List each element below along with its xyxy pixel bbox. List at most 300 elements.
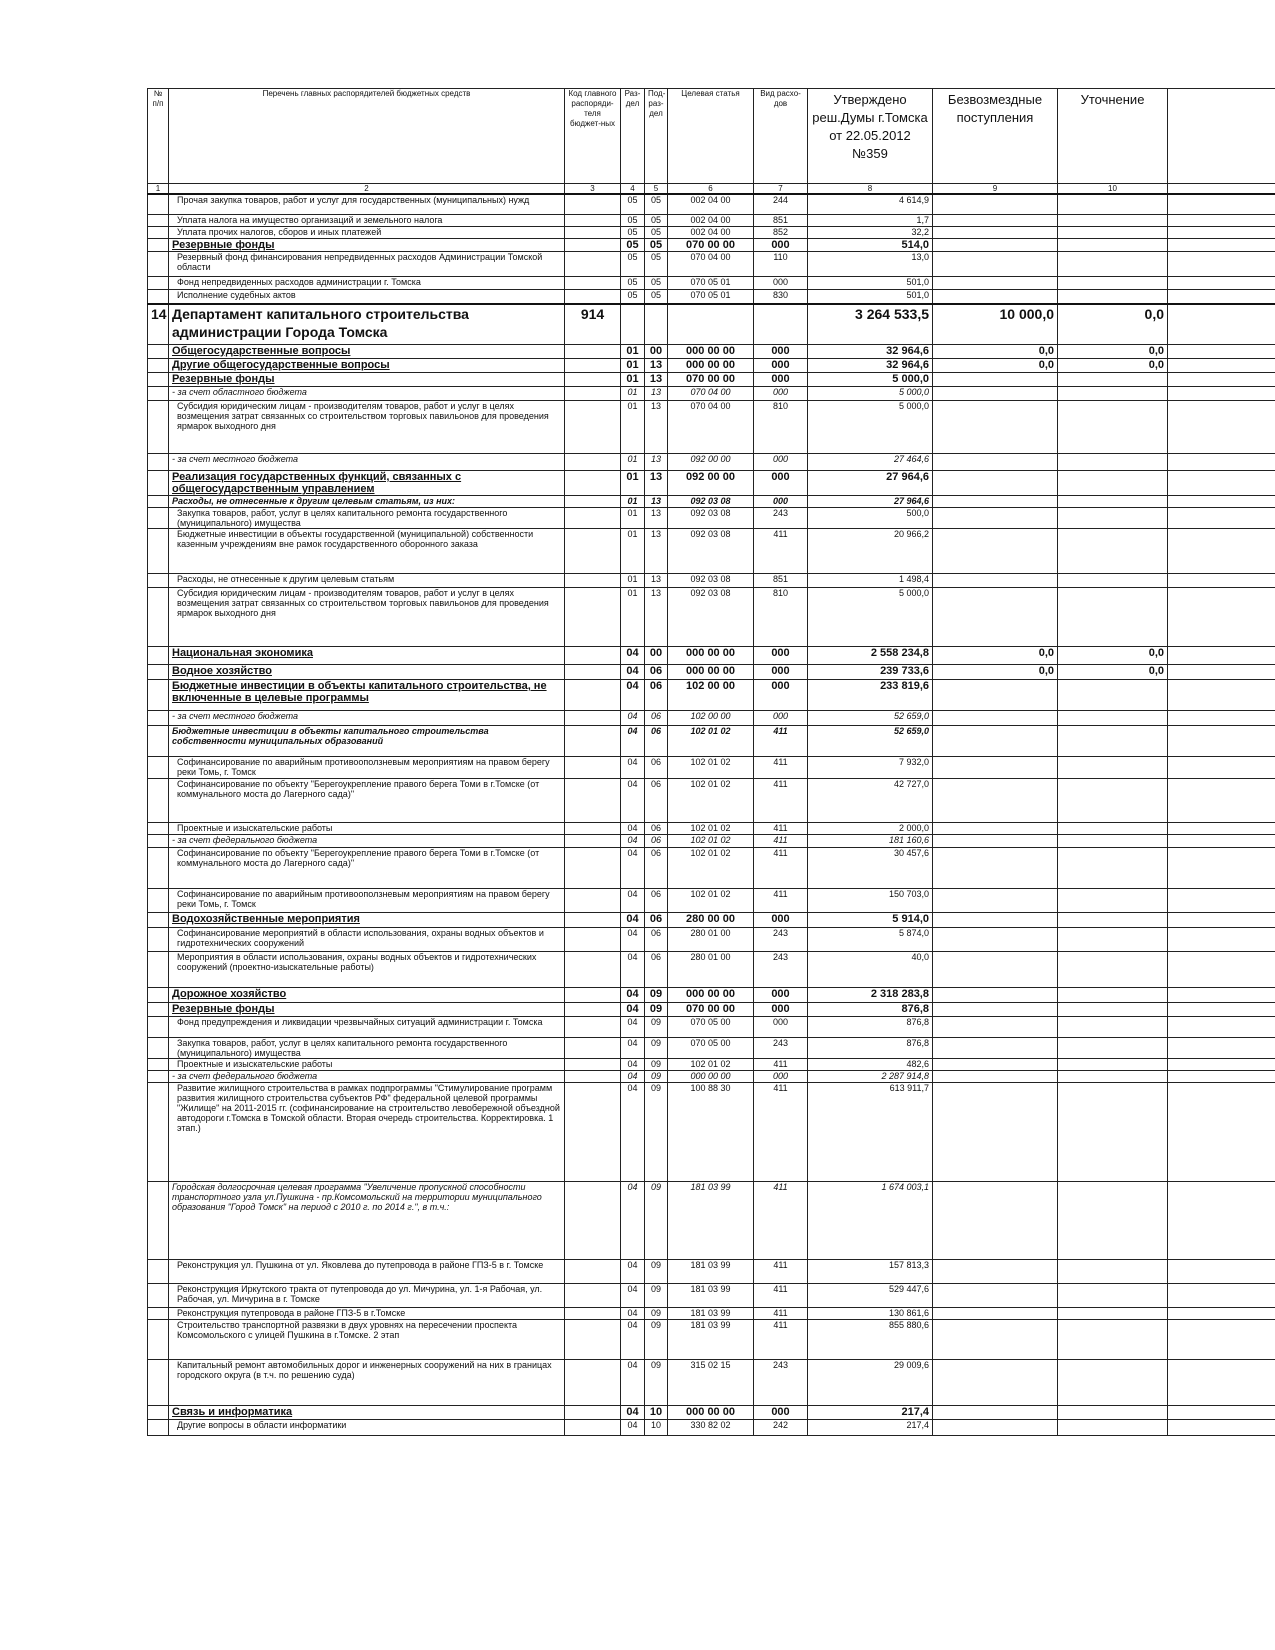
row-approved: 500,0 <box>808 508 933 529</box>
table-row <box>148 290 1275 305</box>
table-row <box>148 401 1275 454</box>
row-exp-type: 000 <box>754 1071 808 1083</box>
row-code <box>565 387 621 401</box>
row-clarification <box>1058 1284 1168 1308</box>
row-section: 04 <box>621 1360 645 1406</box>
table-row <box>148 823 1275 835</box>
row-target: 070 05 01 <box>668 290 754 305</box>
row-section: 05 <box>621 227 645 239</box>
row-code <box>565 1360 621 1406</box>
row-approved: 529 447,6 <box>808 1284 933 1308</box>
row-num <box>148 680 169 711</box>
table-row <box>148 1083 1275 1182</box>
table-row <box>148 779 1275 823</box>
row-extra <box>1168 471 1275 496</box>
row-subsection: 06 <box>645 711 668 726</box>
row-desc: Проектные и изыскательские работы <box>169 823 565 835</box>
row-approved: 1 674 003,1 <box>808 1182 933 1260</box>
row-grants <box>933 239 1058 252</box>
row-subsection: 06 <box>645 823 668 835</box>
budget-table <box>147 88 1275 1436</box>
row-extra <box>1168 215 1275 227</box>
row-exp-type: 000 <box>754 359 808 373</box>
row-exp-type: 851 <box>754 574 808 588</box>
row-clarification <box>1058 680 1168 711</box>
row-approved: 5 000,0 <box>808 387 933 401</box>
row-desc: Софинансирование по аварийным противооползневым мероприятиям на правом берегу реки Томь, г. Томск <box>169 889 565 913</box>
row-approved: 27 464,6 <box>808 454 933 471</box>
row-desc: Закупка товаров, работ, услуг в целях капитального ремонта государственного (муниципального) имущества <box>169 1038 565 1059</box>
row-subsection: 06 <box>645 726 668 757</box>
row-code <box>565 345 621 359</box>
row-desc: Строительство транспортной развязки в двух уровнях на пересечении проспекта Комсомольского с улицей Пушкина в г.Томске. 2 этап <box>169 1320 565 1360</box>
row-subsection: 13 <box>645 401 668 454</box>
table-row <box>148 848 1275 889</box>
row-target: 092 00 00 <box>668 454 754 471</box>
row-section: 05 <box>621 252 645 277</box>
row-extra <box>1168 304 1275 345</box>
row-code <box>565 529 621 574</box>
row-code <box>565 1284 621 1308</box>
row-subsection: 09 <box>645 988 668 1003</box>
row-extra <box>1168 227 1275 239</box>
row-desc: Бюджетные инвестиции в объекты капитального строительства собственности муниципальных образований <box>169 726 565 757</box>
row-grants <box>933 1284 1058 1308</box>
row-section: 04 <box>621 779 645 823</box>
row-code <box>565 835 621 848</box>
table-row <box>148 277 1275 290</box>
row-exp-type: 000 <box>754 988 808 1003</box>
row-subsection: 06 <box>645 913 668 928</box>
table-row <box>148 647 1275 665</box>
row-target: 102 01 02 <box>668 757 754 779</box>
row-code <box>565 401 621 454</box>
row-desc: Уплата налога на имущество организаций и земельного налога <box>169 215 565 227</box>
row-target: 070 05 01 <box>668 277 754 290</box>
row-target: 092 03 08 <box>668 588 754 647</box>
row-extra <box>1168 345 1275 359</box>
row-exp-type: 411 <box>754 889 808 913</box>
row-section: 04 <box>621 1406 645 1420</box>
row-subsection: 09 <box>645 1083 668 1182</box>
row-subsection: 09 <box>645 1308 668 1320</box>
row-approved: 42 727,0 <box>808 779 933 823</box>
row-code <box>565 913 621 928</box>
row-exp-type: 000 <box>754 471 808 496</box>
row-approved: 239 733,6 <box>808 665 933 680</box>
row-approved: 5 000,0 <box>808 401 933 454</box>
row-extra <box>1168 835 1275 848</box>
row-subsection: 13 <box>645 359 668 373</box>
row-subsection: 13 <box>645 588 668 647</box>
row-clarification: 0,0 <box>1058 359 1168 373</box>
table-row <box>148 496 1275 508</box>
table-row <box>148 529 1275 574</box>
row-subsection: 09 <box>645 1182 668 1260</box>
row-desc: Водохозяйственные мероприятия <box>169 913 565 928</box>
row-code <box>565 1083 621 1182</box>
row-exp-type: 411 <box>754 1059 808 1071</box>
row-exp-type: 242 <box>754 1420 808 1436</box>
row-clarification <box>1058 779 1168 823</box>
row-exp-type: 000 <box>754 454 808 471</box>
row-num <box>148 1360 169 1406</box>
row-exp-type: 411 <box>754 1284 808 1308</box>
row-code <box>565 215 621 227</box>
row-extra <box>1168 1308 1275 1320</box>
row-clarification <box>1058 848 1168 889</box>
table-row <box>148 889 1275 913</box>
row-section: 05 <box>621 239 645 252</box>
row-target: 102 01 02 <box>668 1059 754 1071</box>
row-desc: Фонд предупреждения и ликвидации чрезвычайных ситуаций администрации г. Томска <box>169 1017 565 1038</box>
row-clarification <box>1058 928 1168 952</box>
row-approved: 150 703,0 <box>808 889 933 913</box>
row-exp-type: 110 <box>754 252 808 277</box>
row-clarification <box>1058 1420 1168 1436</box>
row-extra <box>1168 387 1275 401</box>
row-num <box>148 1406 169 1420</box>
row-target: 280 01 00 <box>668 928 754 952</box>
row-subsection: 06 <box>645 835 668 848</box>
row-exp-type: 810 <box>754 401 808 454</box>
row-approved: 2 287 914,8 <box>808 1071 933 1083</box>
row-grants <box>933 835 1058 848</box>
row-target: 102 01 02 <box>668 835 754 848</box>
row-section: 01 <box>621 345 645 359</box>
row-extra <box>1168 988 1275 1003</box>
table-row <box>148 1420 1275 1436</box>
colnum: 8 <box>808 184 933 195</box>
row-extra <box>1168 823 1275 835</box>
row-num <box>148 928 169 952</box>
row-exp-type: 244 <box>754 194 808 215</box>
row-target: 102 01 02 <box>668 726 754 757</box>
row-subsection: 10 <box>645 1406 668 1420</box>
row-code <box>565 1003 621 1017</box>
table-row <box>148 194 1275 215</box>
row-code <box>565 928 621 952</box>
header-grants: Безвозмездные поступления <box>933 89 1058 184</box>
row-num <box>148 1308 169 1320</box>
row-exp-type: 243 <box>754 1360 808 1406</box>
row-approved: 40,0 <box>808 952 933 988</box>
row-section: 05 <box>621 290 645 305</box>
row-exp-type: 000 <box>754 665 808 680</box>
row-grants <box>933 529 1058 574</box>
row-clarification <box>1058 1083 1168 1182</box>
colnum: 9 <box>933 184 1058 195</box>
row-code <box>565 757 621 779</box>
table-header-row <box>148 89 1275 184</box>
row-desc: Резервный фонд финансирования непредвиденных расходов Администрации Томской области <box>169 252 565 277</box>
colnum <box>1168 184 1275 195</box>
row-clarification <box>1058 387 1168 401</box>
row-code: 914 <box>565 304 621 345</box>
table-row <box>148 1071 1275 1083</box>
table-row <box>148 1406 1275 1420</box>
row-clarification <box>1058 227 1168 239</box>
row-num <box>148 252 169 277</box>
row-approved: 2 000,0 <box>808 823 933 835</box>
row-section: 04 <box>621 1260 645 1284</box>
row-num <box>148 952 169 988</box>
row-num <box>148 194 169 215</box>
row-desc: Другие общегосударственные вопросы <box>169 359 565 373</box>
row-target: 092 03 08 <box>668 529 754 574</box>
row-approved: 876,8 <box>808 1003 933 1017</box>
row-target: 070 04 00 <box>668 252 754 277</box>
row-section: 04 <box>621 1071 645 1083</box>
row-approved: 514,0 <box>808 239 933 252</box>
row-extra <box>1168 252 1275 277</box>
row-grants <box>933 471 1058 496</box>
row-desc: Софинансирование по аварийным противооползневым мероприятиям на правом берегу реки Томь, г. Томск <box>169 757 565 779</box>
row-approved: 613 911,7 <box>808 1083 933 1182</box>
row-code <box>565 1038 621 1059</box>
row-desc: Субсидия юридическим лицам - производителям товаров, работ и услуг в целях возмещения затрат связанных со строительством торговых павильонов для проведения ярмарок выходного дня <box>169 588 565 647</box>
row-subsection: 09 <box>645 1003 668 1017</box>
header-code: Код главного распоряди-теля бюджет-ных <box>565 89 621 184</box>
row-grants <box>933 889 1058 913</box>
row-desc: Резервные фонды <box>169 1003 565 1017</box>
row-extra <box>1168 1320 1275 1360</box>
row-section: 04 <box>621 1017 645 1038</box>
row-subsection: 06 <box>645 680 668 711</box>
row-extra <box>1168 1083 1275 1182</box>
row-approved: 2 558 234,8 <box>808 647 933 665</box>
row-exp-type: 000 <box>754 1017 808 1038</box>
row-subsection: 06 <box>645 757 668 779</box>
header-approved: Утверждено реш.Думы г.Томска от 22.05.2012 №359 <box>808 89 933 184</box>
row-num <box>148 726 169 757</box>
row-extra <box>1168 1260 1275 1284</box>
row-num <box>148 1083 169 1182</box>
row-subsection: 09 <box>645 1284 668 1308</box>
row-clarification <box>1058 401 1168 454</box>
row-subsection: 06 <box>645 889 668 913</box>
row-section: 04 <box>621 928 645 952</box>
row-clarification <box>1058 1260 1168 1284</box>
row-num <box>148 529 169 574</box>
row-approved: 855 880,6 <box>808 1320 933 1360</box>
row-approved: 876,8 <box>808 1017 933 1038</box>
row-exp-type: 000 <box>754 711 808 726</box>
row-extra <box>1168 779 1275 823</box>
row-subsection: 13 <box>645 574 668 588</box>
row-target: 102 01 02 <box>668 823 754 835</box>
row-exp-type: 243 <box>754 928 808 952</box>
row-section: 04 <box>621 711 645 726</box>
row-desc: Реконструкция ул. Пушкина от ул. Яковлева до путепровода в районе ГПЗ-5 в г. Томске <box>169 1260 565 1284</box>
row-desc: Уплата прочих налогов, сборов и иных платежей <box>169 227 565 239</box>
row-exp-type: 411 <box>754 823 808 835</box>
header-section: Раз-дел <box>621 89 645 184</box>
row-num <box>148 508 169 529</box>
row-exp-type: 000 <box>754 647 808 665</box>
row-grants <box>933 1182 1058 1260</box>
row-extra <box>1168 508 1275 529</box>
row-section: 01 <box>621 387 645 401</box>
colnum: 4 <box>621 184 645 195</box>
row-extra <box>1168 711 1275 726</box>
table-row <box>148 373 1275 387</box>
row-num <box>148 1260 169 1284</box>
table-row <box>148 726 1275 757</box>
row-grants <box>933 290 1058 305</box>
table-row <box>148 227 1275 239</box>
row-grants <box>933 215 1058 227</box>
row-target: 181 03 99 <box>668 1284 754 1308</box>
row-approved: 5 914,0 <box>808 913 933 928</box>
row-target: 092 03 08 <box>668 574 754 588</box>
row-target: 280 01 00 <box>668 952 754 988</box>
row-subsection: 06 <box>645 952 668 988</box>
row-desc: Реконструкция Иркутского тракта от путепровода до ул. Мичурина, ул. 1-я Рабочая, ул. Рабочая, ул. Мичурина в г. Томске <box>169 1284 565 1308</box>
table-row <box>148 345 1275 359</box>
row-exp-type: 411 <box>754 726 808 757</box>
row-subsection: 06 <box>645 779 668 823</box>
row-num <box>148 757 169 779</box>
row-extra <box>1168 928 1275 952</box>
row-target <box>668 304 754 345</box>
row-approved: 2 318 283,8 <box>808 988 933 1003</box>
row-num <box>148 848 169 889</box>
row-desc: Субсидия юридическим лицам - производителям товаров, работ и услуг в целях возмещения затрат связанных со строительством торговых павильонов для проведения ярмарок выходного дня <box>169 401 565 454</box>
row-grants <box>933 508 1058 529</box>
colnum: 5 <box>645 184 668 195</box>
row-num <box>148 290 169 305</box>
row-extra <box>1168 665 1275 680</box>
row-exp-type: 411 <box>754 1308 808 1320</box>
row-clarification <box>1058 277 1168 290</box>
header-subsection: Под-раз-дел <box>645 89 668 184</box>
row-desc: Софинансирование по объекту "Берегоукрепление правого берега Томи в г.Томске (от коммунального моста до Лагерного сада)" <box>169 848 565 889</box>
row-code <box>565 227 621 239</box>
row-target: 330 82 02 <box>668 1420 754 1436</box>
row-exp-type: 830 <box>754 290 808 305</box>
table-row <box>148 1308 1275 1320</box>
row-code <box>565 1071 621 1083</box>
header-target: Целевая статья <box>668 89 754 184</box>
row-num <box>148 454 169 471</box>
table-row <box>148 665 1275 680</box>
table-row <box>148 304 1275 345</box>
row-desc: - за счет местного бюджета <box>169 454 565 471</box>
colnum: 7 <box>754 184 808 195</box>
row-exp-type: 000 <box>754 387 808 401</box>
row-target: 002 04 00 <box>668 227 754 239</box>
row-section: 04 <box>621 757 645 779</box>
row-approved: 20 966,2 <box>808 529 933 574</box>
table-row <box>148 1182 1275 1260</box>
row-grants <box>933 401 1058 454</box>
table-row <box>148 711 1275 726</box>
row-approved: 501,0 <box>808 277 933 290</box>
row-extra <box>1168 647 1275 665</box>
row-num <box>148 889 169 913</box>
row-subsection: 10 <box>645 1420 668 1436</box>
row-subsection: 05 <box>645 239 668 252</box>
row-grants <box>933 726 1058 757</box>
row-grants: 10 000,0 <box>933 304 1058 345</box>
row-desc: - за счет федерального бюджета <box>169 835 565 848</box>
row-target: 100 88 30 <box>668 1083 754 1182</box>
row-num <box>148 823 169 835</box>
row-subsection: 05 <box>645 277 668 290</box>
header-extra <box>1168 89 1275 184</box>
row-target: 280 00 00 <box>668 913 754 928</box>
row-num <box>148 779 169 823</box>
table-row <box>148 680 1275 711</box>
row-target: 092 00 00 <box>668 471 754 496</box>
row-section: 04 <box>621 889 645 913</box>
row-clarification <box>1058 952 1168 988</box>
row-section: 01 <box>621 508 645 529</box>
row-code <box>565 823 621 835</box>
row-extra <box>1168 290 1275 305</box>
row-num <box>148 988 169 1003</box>
row-extra <box>1168 726 1275 757</box>
row-desc: Резервные фонды <box>169 373 565 387</box>
row-exp-type: 411 <box>754 1260 808 1284</box>
column-number-row <box>148 184 1275 195</box>
row-approved: 876,8 <box>808 1038 933 1059</box>
row-num <box>148 496 169 508</box>
row-grants <box>933 848 1058 889</box>
row-subsection: 13 <box>645 471 668 496</box>
row-approved: 5 000,0 <box>808 588 933 647</box>
row-code <box>565 1420 621 1436</box>
table-row <box>148 952 1275 988</box>
row-approved: 4 614,9 <box>808 194 933 215</box>
row-target: 002 04 00 <box>668 194 754 215</box>
row-target: 070 00 00 <box>668 239 754 252</box>
row-desc: - за счет федерального бюджета <box>169 1071 565 1083</box>
row-num <box>148 647 169 665</box>
row-extra <box>1168 1420 1275 1436</box>
row-clarification <box>1058 508 1168 529</box>
row-subsection: 05 <box>645 215 668 227</box>
row-target: 092 03 08 <box>668 496 754 508</box>
row-clarification <box>1058 496 1168 508</box>
table-row <box>148 928 1275 952</box>
row-approved: 7 932,0 <box>808 757 933 779</box>
row-grants <box>933 757 1058 779</box>
row-grants <box>933 680 1058 711</box>
row-desc: Реконструкция путепровода в районе ГПЗ-5 в г.Томске <box>169 1308 565 1320</box>
row-code <box>565 277 621 290</box>
row-target: 000 00 00 <box>668 359 754 373</box>
row-subsection: 13 <box>645 454 668 471</box>
row-clarification <box>1058 757 1168 779</box>
row-code <box>565 359 621 373</box>
row-subsection: 05 <box>645 194 668 215</box>
row-extra <box>1168 373 1275 387</box>
row-grants <box>933 1320 1058 1360</box>
row-target: 181 03 99 <box>668 1182 754 1260</box>
row-exp-type: 000 <box>754 496 808 508</box>
row-desc: Национальная экономика <box>169 647 565 665</box>
row-clarification <box>1058 1003 1168 1017</box>
row-target: 000 00 00 <box>668 647 754 665</box>
row-grants <box>933 227 1058 239</box>
row-exp-type: 411 <box>754 1182 808 1260</box>
row-num <box>148 215 169 227</box>
row-clarification <box>1058 471 1168 496</box>
row-desc: Прочая закупка товаров, работ и услуг для государственных (муниципальных) нужд <box>169 194 565 215</box>
row-code <box>565 252 621 277</box>
